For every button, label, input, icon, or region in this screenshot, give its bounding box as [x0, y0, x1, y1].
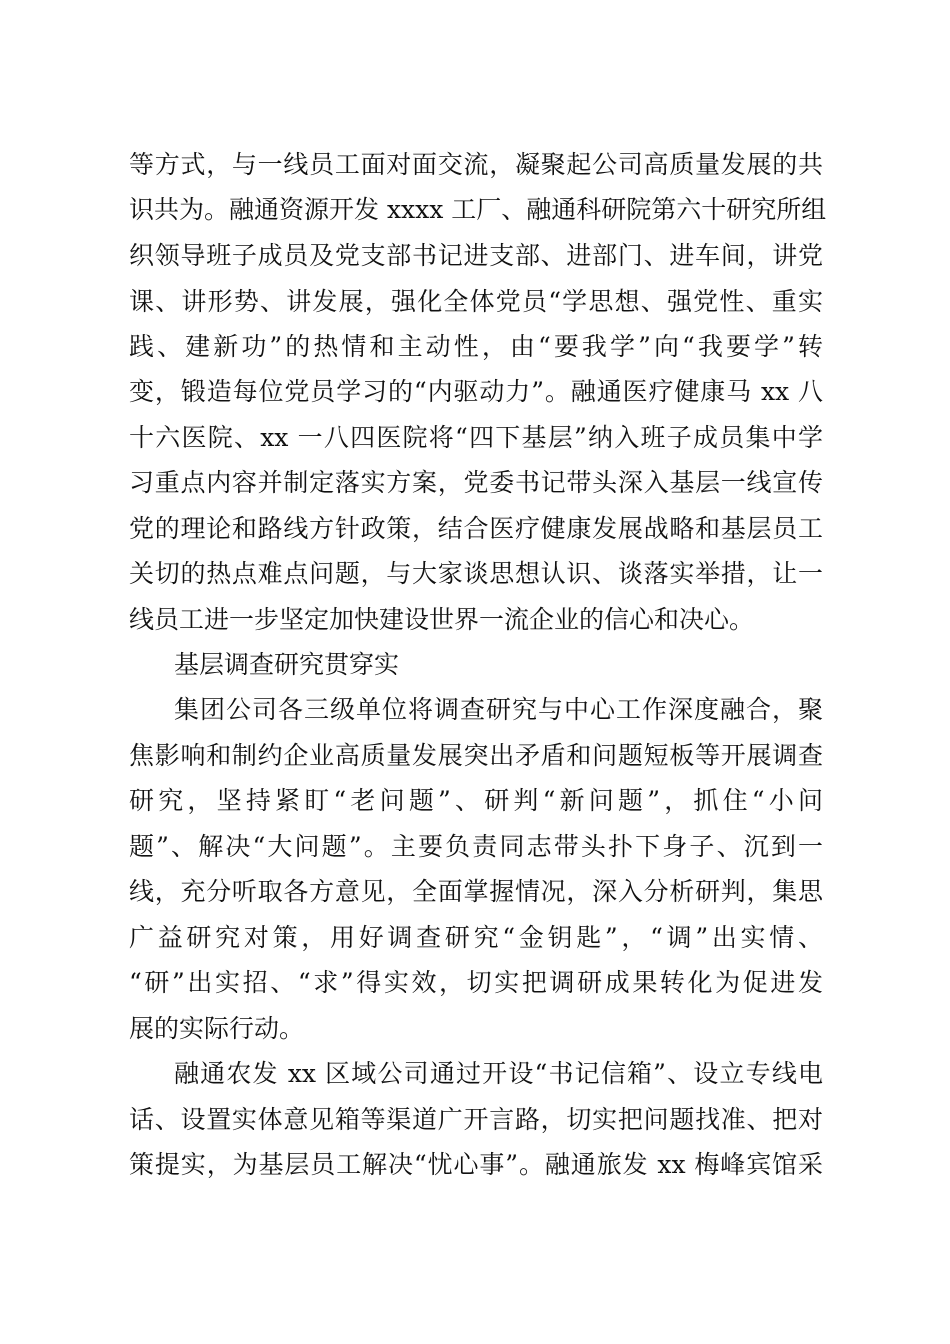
paragraph-2-line: 线，充分听取各方意见，全面掌握情况，深入分析研判，集思	[129, 877, 823, 906]
paragraph-1-line: 十六医院、xx 一八四医院将“四下基层”纳入班子成员集中学	[129, 423, 823, 452]
paragraph-2-line: 展的实际行动。	[129, 1014, 305, 1043]
paragraph-2-line: 广益研究对策，用好调查研究“金钥匙”，“调”出实情、	[129, 923, 823, 952]
paragraph-2-line: 研究，坚持紧盯“老问题”、研判“新问题”，抓住“小问	[129, 786, 823, 815]
paragraph-1-line: 课、讲形势、讲发展，强化全体党员“学思想、强党性、重实	[129, 287, 823, 316]
paragraph-2-line: “研”出实招、“求”得实效，切实把调研成果转化为促进发	[129, 968, 823, 997]
paragraph-3-line: 策提实，为基层员工解决“忧心事”。融通旅发 xx 梅峰宾馆采	[129, 1150, 823, 1179]
paragraph-1-line: 变，锻造每位党员学习的“内驱动力”。融通医疗健康马 xx 八	[129, 377, 823, 406]
paragraph-1-line: 等方式，与一线员工面对面交流，凝聚起公司高质量发展的共	[129, 150, 823, 179]
section-heading: 基层调查研究贯穿实	[174, 650, 400, 679]
paragraph-2-line: 焦影响和制约企业高质量发展突出矛盾和问题短板等开展调查	[129, 741, 823, 770]
paragraph-1-line: 党的理论和路线方针政策，结合医疗健康发展战略和基层员工	[129, 514, 823, 543]
paragraph-1-line: 践、建新功”的热情和主动性，由“要我学”向“我要学”转	[129, 332, 823, 361]
paragraph-3-line: 话、设置实体意见箱等渠道广开言路，切实把问题找准、把对	[129, 1105, 823, 1134]
paragraph-1-line: 识共为。融通资源开发 xxxx 工厂、融通科研院第六十研究所组	[129, 195, 827, 224]
paragraph-1-line: 关切的热点难点问题，与大家谈思想认识、谈落实举措，让一	[129, 559, 823, 588]
paragraph-2-line: 集团公司各三级单位将调查研究与中心工作深度融合，聚	[174, 695, 823, 724]
paragraph-1-line: 线员工进一步坚定加快建设世界一流企业的信心和决心。	[129, 605, 755, 634]
paragraph-3-line: 融通农发 xx 区域公司通过开设“书记信箱”、设立专线电	[174, 1059, 823, 1088]
paragraph-2-line: 题”、解决“大问题”。主要负责同志带头扑下身子、沉到一	[129, 832, 823, 861]
paragraph-1-line: 习重点内容并制定落实方案，党委书记带头深入基层一线宣传	[129, 468, 823, 497]
paragraph-1-line: 织领导班子成员及党支部书记进支部、进部门、进车间，讲党	[129, 241, 823, 270]
